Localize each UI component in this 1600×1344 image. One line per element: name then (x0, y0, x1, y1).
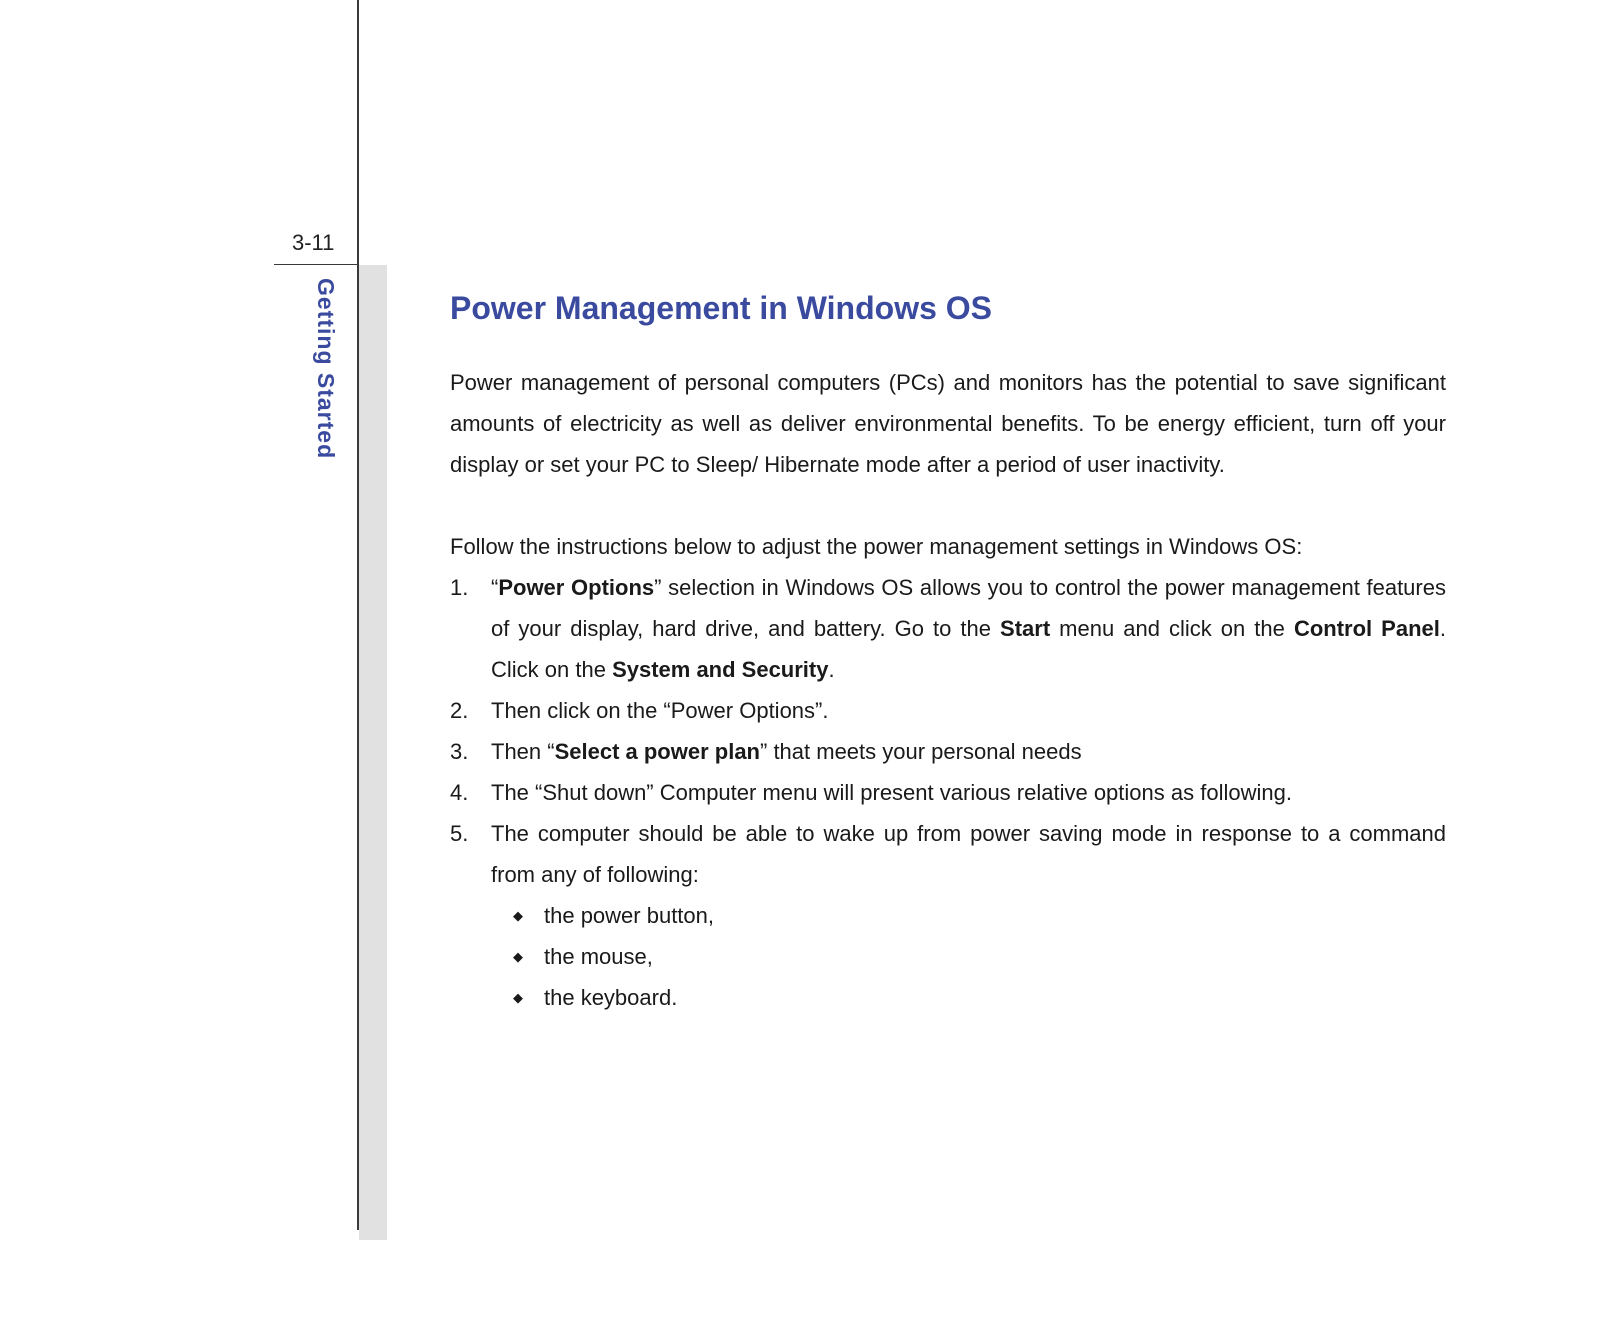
intro-paragraph: Power management of personal computers (PCs) and monitors has the potential to save significant amounts of electricity as well as deliver environmental benefits. To be energy efficient, turn off your display or set your PC to Sleep/ Hibernate mode after a period of user inactivity. (450, 370, 1446, 477)
diamond-bullet-icon: ◆ (513, 990, 523, 1005)
step-text: The computer should be able to wake up from power saving mode in response to a command from any of following: (491, 821, 1446, 887)
horizontal-rule (274, 264, 358, 265)
section-label: Getting Started (313, 278, 339, 460)
step-text: Then click on the “Power Options”. (491, 698, 829, 723)
bullet-item (491, 977, 1446, 1018)
bullet-text: the mouse, (544, 944, 653, 969)
bullet-item (491, 936, 1446, 977)
steps-list (450, 567, 1446, 1018)
list-item (450, 567, 1446, 690)
step-text: . Click on the (491, 616, 1446, 682)
step-number: 2. (450, 698, 469, 723)
page-content (450, 288, 1446, 1018)
step-text: Then “ (491, 739, 555, 764)
bullet-item (491, 895, 1446, 936)
bullet-text: the power button, (544, 903, 715, 928)
bullet-text: the keyboard. (544, 985, 678, 1010)
list-item (450, 813, 1446, 1018)
list-item (450, 731, 1446, 772)
step-bold: Start (1000, 616, 1051, 641)
wake-source-list (491, 895, 1446, 1018)
paragraph-spacer (450, 485, 1446, 526)
step-text: The “Shut down” Computer menu will present various relative options as following. (491, 780, 1292, 805)
margin-gray-strip (359, 265, 387, 1240)
list-item (450, 772, 1446, 813)
step-text: . (828, 657, 835, 682)
step-text: ” that meets your personal needs (760, 739, 1082, 764)
step-text: menu and click on the (1050, 616, 1294, 641)
step-bold: System and Security (612, 657, 829, 682)
page-title: Power Management in Windows OS (450, 290, 992, 326)
step-text: ” selection in Windows OS allows you to control the power management features of your display, hard drive, and battery. Go to the (491, 575, 1446, 641)
step-number: 5. (450, 821, 469, 846)
step-bold: Power Options (498, 575, 655, 600)
step-bold: Select a power plan (554, 739, 760, 764)
step-number: 3. (450, 739, 469, 764)
step-number: 4. (450, 780, 469, 805)
step-number: 1. (450, 575, 469, 600)
diamond-bullet-icon: ◆ (513, 908, 523, 923)
step-text: “ (491, 575, 499, 600)
list-item (450, 690, 1446, 731)
diamond-bullet-icon: ◆ (513, 949, 523, 964)
page-number: 3-11 (292, 230, 335, 255)
instructions-lead: Follow the instructions below to adjust the power management settings in Windows OS: (450, 534, 1303, 559)
step-bold: Control Panel (1293, 616, 1440, 641)
